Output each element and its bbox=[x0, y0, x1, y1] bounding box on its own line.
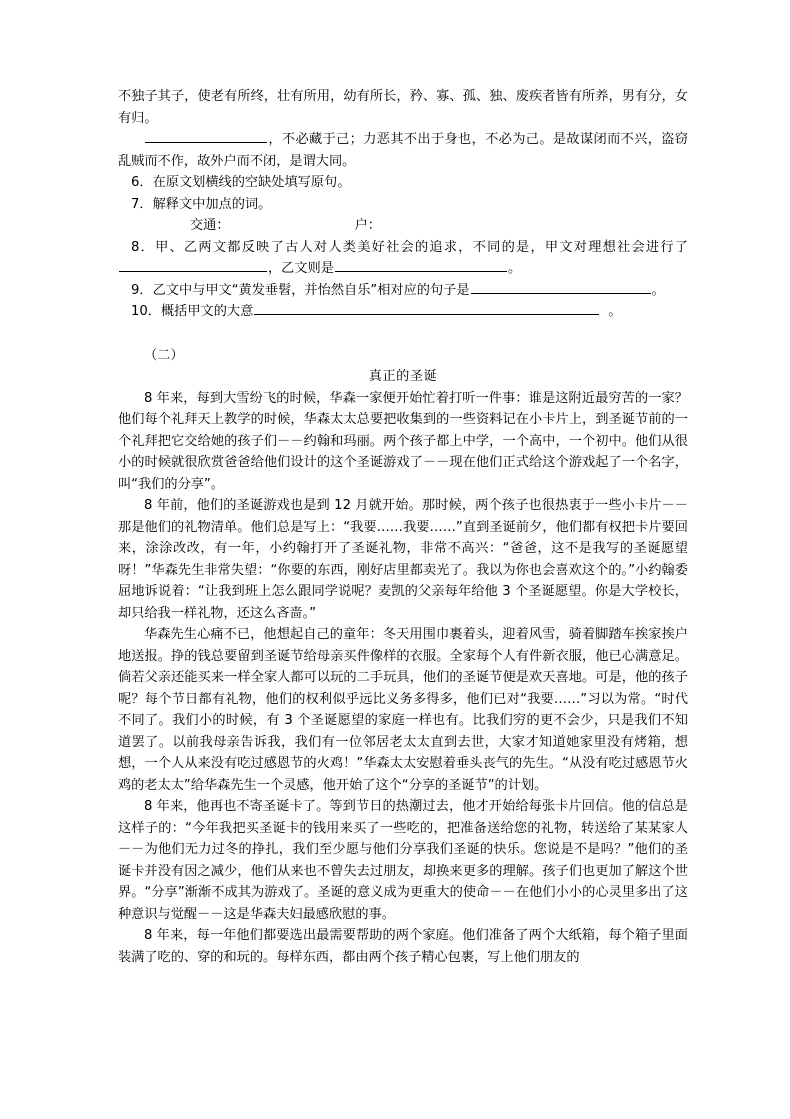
question-8 bbox=[118, 237, 688, 280]
fill-in-blank-q8-b[interactable] bbox=[335, 258, 507, 272]
term-jiaotong-label: 交通： bbox=[190, 218, 230, 233]
article-paragraph-2: 8 年前，他们的圣诞游戏也是到 12 月就开始。那时候，两个孩子也很热衷于一些小卡片－－那是他们的礼物清单。他们总是写上：“我要……我要……”直到圣诞前夕，他们都有权把卡片要回来，涂涂改改，有一年，小约翰打开了圣诞礼物，非常不高兴：“爸爸，这不是我写的圣诞愿望呀！”华森先生非常失望：“你要的东西，刚好店里都卖光了。我以为你也会喜欢这个的。”小约翰委屈地诉说着：“让我到班上怎么跟同学说呢？麦凯的父亲每年给他 3 个圣诞愿望。你是大学校长，却只给我一样礼物，还这么吝啬。” bbox=[118, 498, 688, 621]
question-7-number: 7． bbox=[131, 196, 153, 212]
question-8-number: 8． bbox=[131, 239, 156, 255]
question-7-text: 解释文中加点的词。 bbox=[152, 196, 272, 212]
article-title: 真正的圣诞 bbox=[368, 369, 438, 384]
question-10-text-part1: 概括甲文的大意 bbox=[160, 304, 254, 319]
article-paragraph-4: 8 年来，他再也不寄圣诞卡了。等到节日的热潮过去，他才开始给每张卡片回信。他的信总是这样子的：“今年我把买圣诞卡的钱用来买了一些吃的，把准备送给您的礼物，转送给了某某家人－－为他们无力过冬的挣扎，我们至少愿与他们分享我们圣诞的快乐。您说是不是吗？”他们的圣诞卡并没有因之减少，他们从来也不曾失去过朋友，却换来更多的理解。孩子们也更加了解这个世界。“分享”渐渐不成其为游戏了。圣诞的意义成为更重大的使命－－在他们小小的心灵里多出了这种意识与觉醒－－这是华森夫妇最感欣慰的事。 bbox=[118, 799, 689, 922]
classical-passage-line-2 bbox=[118, 129, 688, 172]
question-10 bbox=[118, 301, 688, 323]
question-9-number: 9． bbox=[131, 282, 153, 298]
fill-in-blank-passage[interactable] bbox=[145, 129, 267, 143]
question-6-number: 6． bbox=[131, 175, 153, 190]
fill-in-blank-q10[interactable] bbox=[254, 301, 599, 315]
question-9-text-part2: 。 bbox=[651, 282, 665, 298]
term-hu-label: 户： bbox=[354, 218, 381, 233]
question-6 bbox=[118, 172, 688, 194]
question-10-text-part2: 。 bbox=[608, 304, 622, 319]
question-9 bbox=[118, 280, 688, 302]
question-10-number: 10． bbox=[131, 304, 161, 319]
question-7 bbox=[118, 194, 688, 216]
page-content bbox=[118, 86, 688, 968]
article-paragraph-1: 8 年来，每到大雪纷飞的时候，华森一家便开始忙着打听一件事：谁是这附近最穷苦的一家？他们每个礼拜天上教学的时候，华森太太总要把收集到的一些资料记在小卡片上，到圣诞节前的一个礼拜把它交给她的孩子们－－约翰和玛丽。两个孩子都上中学，一个高中，一个初中。他们从很小的时候就很欣赏爸爸给他们设计的这个圣诞游戏了－－现在他们正式给这个游戏起了一个名字，叫“我们的分享”。 bbox=[118, 390, 688, 492]
classical-passage-line-1: 不独子其子，使老有所终，壮有所用，幼有所长，矜、寡、孤、独、废疾者皆有所养，男有分，女有归。 bbox=[118, 89, 688, 126]
question-8-text-part1: 甲、乙两文都反映了古人对人类美好社会的追求，不同的是，甲文对理想社会进行了 bbox=[155, 239, 688, 255]
section-label: （二） bbox=[144, 347, 184, 363]
question-8-text-part2: ，乙文则是 bbox=[268, 261, 334, 276]
fill-in-blank-q9[interactable] bbox=[471, 280, 651, 294]
question-7-terms bbox=[118, 215, 688, 237]
article-paragraph-3: 华森先生心痛不已，他想起自己的童年：冬天用围巾裹着头，迎着风雪，骑着脚踏车挨家挨户地送报。挣的钱总要留到圣诞节给母亲买件像样的衣服。全家每个人有件新衣服，他已心满意足。倘若父亲还能买来一样全家人都可以玩的二手玩具，他们的圣诞节便是欢天喜地。可是，他的孩子呢？每个节日都有礼物，他们的权利似乎远比义务多得多，他们已对“我要……”习以为常。“时代不同了。我们小的时候，有 3 个圣诞愿望的家庭一样也有。比我们穷的更不会少，只是我们不知道罢了。以前我母亲告诉我，我们有一位邻居老太太直到去世，大家才知道她家里没有烤箱，想想，一个人从来没有吃过感恩节的火鸡！”华森太太安慰着垂头丧气的先生。“从没有吃过感恩节火鸡的老太太”给华森先生一个灵感，他开始了这个“分享的圣诞节”的计划。 bbox=[118, 627, 688, 793]
article-paragraph-5: 8 年来，每一年他们都要选出最需要帮助的两个家庭。他们准备了两个大纸箱，每个箱子里面装满了吃的、穿的和玩的。每样东西，都由两个孩子精心包裹，写上他们朋友的 bbox=[118, 928, 688, 965]
question-8-text-part3: 。 bbox=[507, 261, 522, 276]
section-spacer bbox=[118, 323, 688, 345]
fill-in-blank-q8-a[interactable] bbox=[119, 258, 267, 272]
question-9-text-part1: 乙文中与甲文“黄发垂髫，并怡然自乐”相对应的句子是 bbox=[152, 282, 470, 298]
classical-passage-line-2-text: ，不必藏于己；力恶其不出于身也，不必为己。是故谋闭而不兴，盗窃乱贼而不作，故外户而不闭，是谓大同。 bbox=[118, 132, 688, 169]
question-6-text: 在原文划横线的空缺处填写原句。 bbox=[152, 175, 351, 190]
